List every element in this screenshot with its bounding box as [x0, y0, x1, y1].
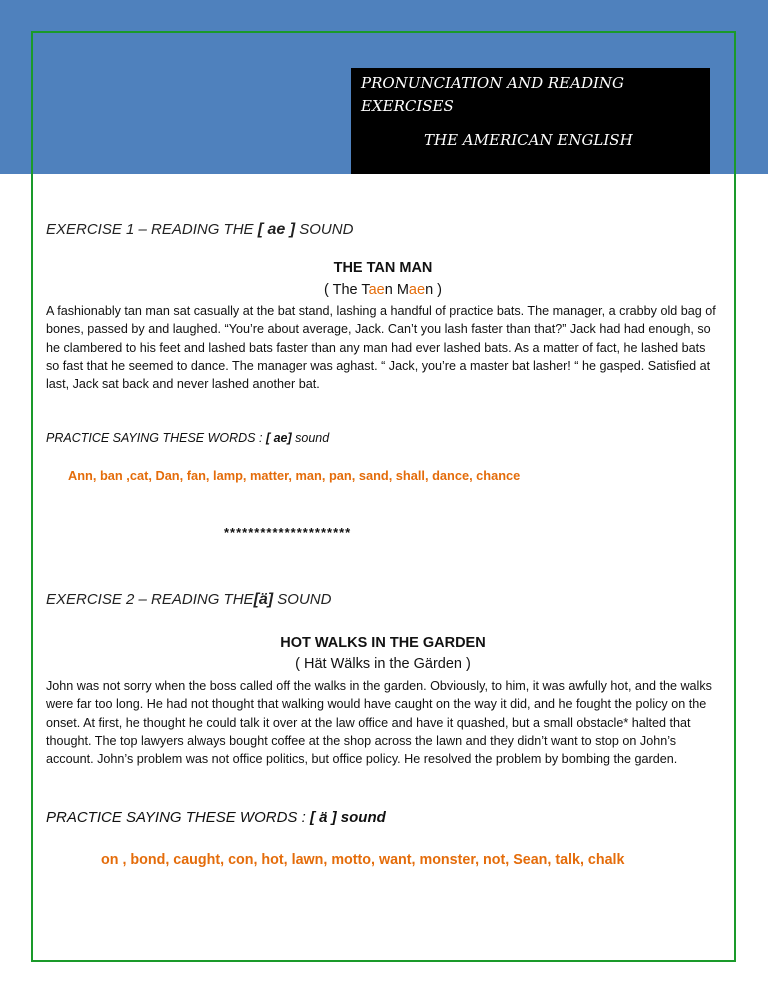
exercise-1-practice-label: PRACTICE SAYING THESE WORDS : [ ae] sound [46, 431, 330, 445]
exercise-2-heading [46, 591, 331, 609]
exercise-2-sound: [ä] [253, 591, 274, 608]
exercise-2-heading-end: SOUND [277, 591, 332, 608]
exercise-1-story-title: THE TAN MAN [333, 260, 433, 276]
exercise-2-phonetic-title: ( Hät Wälks in the Gärden ) [295, 656, 471, 672]
exercise-1-sound: [ ae ] [257, 221, 296, 238]
separator-stars: ********************* [224, 525, 352, 540]
exercise-1-practice-words: Ann, ban ,cat, Dan, fan, lamp, matter, man, pan, sand, shall, dance, chance [68, 468, 521, 483]
title-line-2: EXERCISES [361, 97, 454, 115]
exercise-2-heading-text: EXERCISE 2 – READING THE [46, 591, 254, 608]
exercise-2-practice-label: PRACTICE SAYING THESE WORDS : [ ä ] sound [46, 809, 386, 826]
title-subtitle: THE AMERICAN ENGLISH [424, 131, 633, 149]
exercise-2-story-title: HOT WALKS IN THE GARDEN [280, 635, 486, 651]
exercise-2-practice-words: on , bond, caught, con, hot, lawn, motto, want, monster, not, Sean, talk, chalk [101, 852, 625, 868]
title-line-1: PRONUNCIATION AND READING [361, 74, 624, 92]
exercise-1-practice-sound: [ ae] [265, 431, 292, 445]
exercise-1-paragraph: A fashionably tan man sat casually at the bat stand, lashing a handful of practice bats. The manager, a crabby old bag of bones, passed by and laughed. “You’re about average, Jack. Can’t you lash faster than that?” Jack had had enough, so he clambered to his feet and lashed bats faster than any man had ever lashed bats. As a matter of fact, he lashed bats so fast that he seemed to dance. The manager was aghast. “ Jack, you’re a master bat lasher! “ he gasped. Satisfied at last, Jack sat back and never lashed another bat. [46, 304, 716, 392]
exercise-1-heading-text: EXERCISE 1 – READING THE [46, 221, 254, 238]
exercise-1-phonetic-title: ( The Taen Maen ) [324, 282, 442, 298]
exercise-2-paragraph: John was not sorry when the boss called off the walks in the garden. Obviously, to him, it was awfully hot, and the walks were far too long. He had not thought that walking would have caught on the way it did, and he fought the policy on the onset. At first, he thought he could talk it over at the law office and have it quashed, but a small obstacle* halted that thought. The top lawyers always bought coffee at the shop across the lawn and they didn’t want to stop on John’s account. John’s problem was not office politics, but office policy. He resolved the problem by bombing the garden. [46, 679, 712, 767]
exercise-1-heading [46, 221, 353, 239]
exercise-1-heading-end: SOUND [299, 221, 354, 238]
exercise-2-practice-sound: [ ä ] sound [309, 809, 386, 826]
